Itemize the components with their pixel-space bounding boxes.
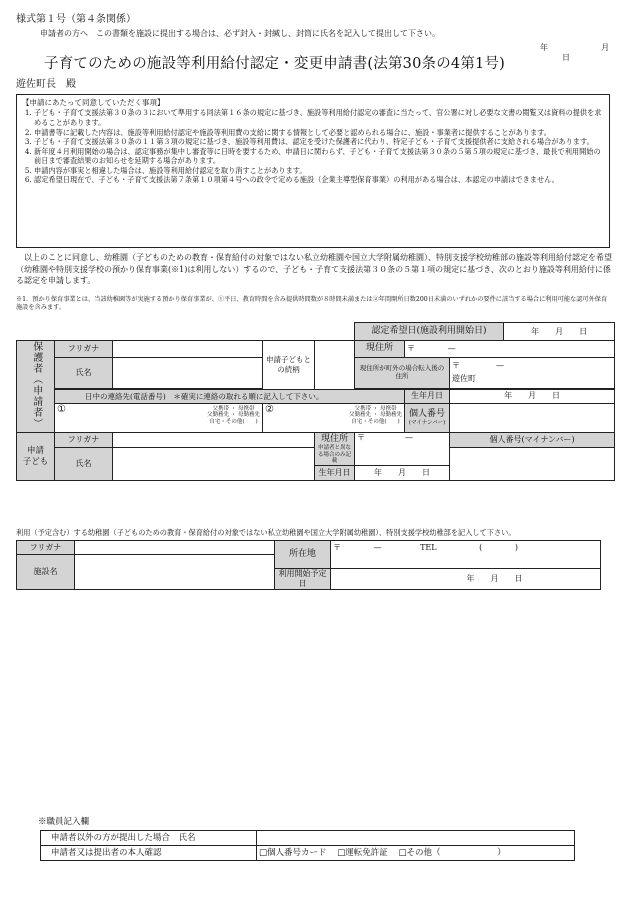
notice-item: 3. 子ども・子育て支援法第３０条の１１第３項の規定に基づき、施設等利用費は、認定を受けた保護者に代わり、特定子ども・子育て支援提供者に支給される場合があります。 <box>34 137 604 147</box>
notice-item: 2. 申請書等に記載した内容は、施設等利用給付認定や施設等利用費の支給に関する情報として必要と認められる場合に、施設・事業者に提供することがあります。 <box>34 128 604 138</box>
submitter-name-label: 申請者以外の方が提出した場合 氏名 <box>41 831 257 846</box>
contact-type-line: 父勤務先 ・ 母勤務先 <box>207 412 260 419</box>
identity-check-label: 申請者又は提出者の本人確認 <box>41 846 257 861</box>
postal-dash: — <box>405 433 414 442</box>
contact-type-line: 父携帯 ・ 母携帯 <box>212 406 255 413</box>
contact-type-line: 自宅・その他( ) <box>209 418 258 425</box>
child-birth-label: 生年月日 <box>315 466 355 481</box>
staff-table <box>40 830 575 861</box>
postal-mark: 〒 <box>407 343 416 353</box>
submission-instruction: 申請者の方へ この書類を施設に提出する場合は、必ず封入・封緘し、封筒に氏名を記入して提出して下さい。 <box>40 29 440 38</box>
footnote: ※1．預かり保育事業とは、当該幼稚園等が実施する預かり保育事業が、①平日、教育時間を含み提供時間数が８時間未満または②年間開所日数200日未満のいずれかの要件に該当する場合に利用可能な認可外保育施設を含みます。 <box>16 296 608 312</box>
mynumber-text: (マイナンバー) <box>408 420 446 427</box>
relation-label: 申請子どもとの続柄 <box>263 341 315 390</box>
date-day-label: 日 <box>562 53 570 62</box>
child-personal-no-input[interactable] <box>450 448 615 481</box>
staff-section-heading: ※職員記入欄 <box>38 817 90 827</box>
page-title: 子育てのための施設等利用給付認定・変更申請書(法第30条の4第1号) <box>44 56 506 72</box>
contact-2-marker: ② <box>265 404 274 416</box>
guardian-personal-no-label <box>405 404 450 433</box>
child-furigana-label: フリガナ <box>55 433 113 448</box>
guardian-name-label: 氏名 <box>55 357 113 388</box>
date-month-label: 月 <box>601 43 610 52</box>
child-personal-no-label: 個人番号(マイナンバー) <box>450 433 615 448</box>
child-address-input[interactable] <box>355 433 450 466</box>
child-address-note: 申請者と異なる場合のみ記載 <box>318 445 352 464</box>
start-date-input[interactable]: 年 月 日 <box>331 569 601 590</box>
guardian-name-input[interactable] <box>113 357 263 388</box>
guardian-birth-label: 生年月日 <box>405 389 450 403</box>
child-address-label <box>315 433 355 466</box>
addressee: 遊佐町長 殿 <box>16 79 76 90</box>
date-year-label: 年 <box>540 43 548 52</box>
child-address-title: 現住所 <box>321 434 349 444</box>
header-date <box>540 43 630 63</box>
facility-location-input[interactable] <box>331 541 601 569</box>
address-label: 現住所 <box>355 341 405 358</box>
notice-heading: 【申請にあたって同意していただく事項】 <box>22 98 165 107</box>
contact-2-type <box>349 406 402 425</box>
postal-dash: — <box>373 543 382 552</box>
guardian-furigana-input[interactable] <box>113 341 263 358</box>
facility-name-label: 施設名 <box>17 555 75 590</box>
option-mynumber-card[interactable]: □個人番号カード <box>259 847 327 858</box>
move-in-address-input[interactable] <box>450 357 615 388</box>
contact-1-marker: ① <box>57 404 66 416</box>
identity-check-options <box>257 846 575 861</box>
postal-dash: — <box>496 361 505 371</box>
guardian-section-label <box>17 341 55 433</box>
facility-location-label: 所在地 <box>275 541 331 569</box>
notice-item: 4. 新年度４月利用開始の場合は、認定事務が集中し審査等に日時を要するため、申請日に関わらず、子ども・子育て支援法第３０条の５第５項の規定に基づき、最長で利用開始の前日まで審査結果のお知らせを延期する場合があります。 <box>34 147 604 166</box>
child-section-label <box>17 433 55 481</box>
submitter-name-input[interactable] <box>257 831 575 846</box>
child-label-b: 申請 <box>26 445 44 456</box>
contact-1-type <box>207 406 260 425</box>
guardian-personal-no-input[interactable] <box>450 404 615 433</box>
notice-list <box>22 108 604 185</box>
contact-type-line: 自宅・その他( ) <box>351 418 400 425</box>
town-name: 遊佐町 <box>452 374 477 384</box>
postal-mark: 〒 <box>357 433 366 442</box>
facility-table <box>16 540 601 590</box>
paren-open: ( <box>479 543 483 552</box>
child-birth-input[interactable]: 年 月 日 <box>355 466 450 481</box>
contact-type-line: 父携帯 ・ 母携帯 <box>354 406 397 413</box>
option-drivers-license[interactable]: □運転免許証 <box>337 847 388 858</box>
desired-date-field[interactable]: 年 月 日 <box>504 323 615 341</box>
notice-item: 1. 子ども・子育て支援法第３０条の３において準用する同法第１６条の規定に基づき、施設等利用給付認定の審査に当たって、官公署に対し必要な文書の閲覧又は資料の提供を求めることがあります。 <box>34 108 604 127</box>
paren-close: ) <box>514 543 518 552</box>
option-other-close: ） <box>497 847 506 858</box>
child-name-label: 氏名 <box>55 448 113 481</box>
relation-input[interactable] <box>315 341 355 390</box>
notice-item: 6. 認定希望日現在で、子ども・子育て支援法第７条第１０項第４号への政令で定める施設（企業主導型保育事業）の利用がある場合は、本認定の申請はできません。 <box>34 175 604 185</box>
start-date-label: 利用開始予定日 <box>275 569 331 590</box>
contact-2-field[interactable] <box>263 404 405 433</box>
postal-mark: 〒 <box>333 543 341 552</box>
desired-date-label: 認定希望日(施設利用開始日) <box>355 323 504 341</box>
guardian-birth-input[interactable]: 年 月 日 <box>450 389 615 403</box>
contact-type-line: 父勤務先 ・ 母勤務先 <box>349 412 403 419</box>
notice-item: 5. 申請内容が事実と相違した場合は、施設等利用給付認定を取り消すことがあります。 <box>34 166 604 176</box>
facility-furigana-input[interactable] <box>75 541 275 555</box>
child-furigana-input[interactable] <box>113 433 315 448</box>
postal-dash: — <box>447 343 456 353</box>
contact-1-field[interactable] <box>55 404 263 433</box>
move-in-address-label: 現住所が町外の場合転入後の住所 <box>355 357 450 388</box>
applicant-form-table <box>16 322 615 481</box>
daytime-contact-label: 日中の連絡先(電話番号) ＊確実に連絡の取れる順に記入して下さい。 <box>55 389 405 403</box>
personal-no-text: 個人番号 <box>409 409 446 420</box>
consent-statement: 以上のことに同意し、幼稚園（子どものための教育・保育給付の対象ではない私立幼稚園や国立大学附属幼稚園）、特別支援学校幼稚部の施設等利用給付認定を希望（幼稚園や特別支援学校の預かり保育事業(※1)は利用しない）するので、子ども・子育て支援法第３０条の５第１項の規定に基づき、次のとおり施設等利用給付に係る認定を申請します。 <box>16 253 612 286</box>
facility-name-input[interactable] <box>75 555 275 590</box>
option-other[interactable]: □その他（ <box>398 847 441 858</box>
guardian-furigana-label: フリガナ <box>55 341 113 358</box>
child-name-input[interactable] <box>113 448 315 481</box>
tel-label: TEL <box>420 543 437 552</box>
guardian-address-input[interactable] <box>405 341 615 358</box>
guardian-label-text: 保護者（申請者） <box>30 341 42 429</box>
form-number: 様式第１号（第４条関係） <box>16 14 136 25</box>
facility-intro: 利用（予定含む）する幼稚園（子どものための教育・保育給付の対象ではない私立幼稚園や国立大学附属幼稚園）、特別支援学校幼稚部を記入して下さい。 <box>16 528 516 537</box>
postal-mark: 〒 <box>452 361 461 371</box>
consent-notice-box <box>16 94 610 248</box>
child-label-a: 子ども <box>22 456 49 467</box>
facility-furigana-label: フリガナ <box>17 541 75 555</box>
